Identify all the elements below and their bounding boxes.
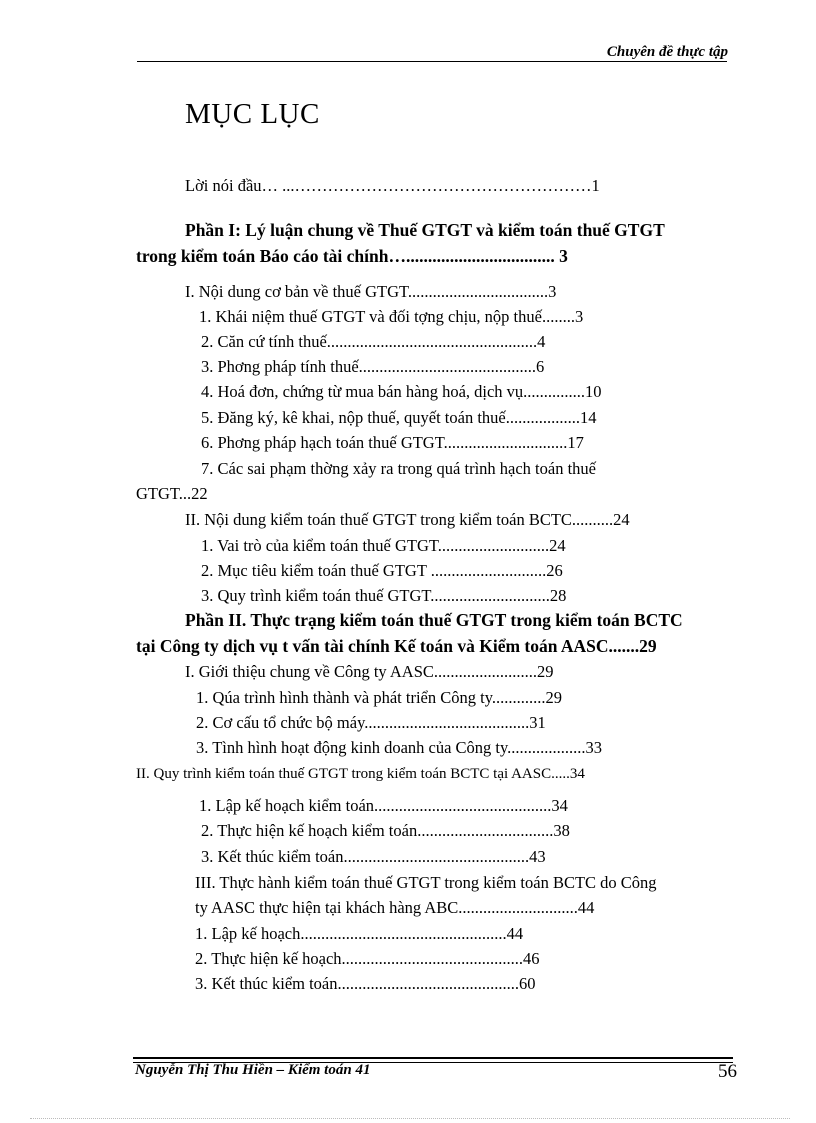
toc-item-cont: GTGT...22 <box>136 484 208 503</box>
toc-part2-title: Phần II. Thực trạng kiểm toán thuế GTGT trong kiểm toán BCTC <box>185 610 683 630</box>
page-bottom-border <box>30 1118 790 1119</box>
toc-item: 6. Phơng pháp hạch toán thuế GTGT..............................17 <box>201 433 584 452</box>
toc-item: 2. Căn cứ tính thuế...................................................4 <box>201 332 546 351</box>
toc-item: 1. Khái niệm thuế GTGT và đối tợng chịu, nộp thuế........3 <box>199 307 584 326</box>
toc-item: 3. Kết thúc kiểm toán.............................................43 <box>201 847 546 866</box>
toc-item: 1. Qúa trình hình thành và phát triển Công ty.............29 <box>196 688 563 707</box>
toc-section-5: III. Thực hành kiểm toán thuế GTGT trong kiểm toán BCTC do Công <box>195 873 657 892</box>
footer-rule <box>133 1057 733 1059</box>
toc-item: 3. Tình hình hoạt động kinh doanh của Công ty...................33 <box>196 738 603 757</box>
toc-item: 2. Cơ cấu tổ chức bộ máy........................................31 <box>196 713 546 732</box>
toc-part1-title: Phần I: Lý luận chung về Thuế GTGT và kiểm toán thuế GTGT <box>185 220 665 240</box>
toc-section-4: II. Quy trình kiểm toán thuế GTGT trong kiểm toán BCTC tại AASC.....34 <box>136 766 585 782</box>
toc-part2-title-cont: tại Công ty dịch vụ t vấn tài chính Kế toán và Kiểm toán AASC.......29 <box>136 636 657 656</box>
toc-section-5-cont: ty AASC thực hiện tại khách hàng ABC.............................44 <box>195 898 595 917</box>
toc-item: 3. Quy trình kiểm toán thuế GTGT.............................28 <box>201 586 567 605</box>
toc-section-1: I. Nội dung cơ bản về thuế GTGT..................................3 <box>185 282 557 301</box>
toc-item: 3. Kết thúc kiểm toán............................................60 <box>195 974 536 993</box>
toc-item: 1. Lập kế hoạch..................................................44 <box>195 924 524 943</box>
toc-section-2: II. Nội dung kiểm toán thuế GTGT trong kiểm toán BCTC..........24 <box>185 510 630 529</box>
toc-item: 1. Lập kế hoạch kiểm toán...........................................34 <box>199 796 568 815</box>
toc-part1-title-cont: trong kiểm toán Báo cáo tài chính….................................. 3 <box>136 246 568 266</box>
toc-item: 5. Đăng ký, kê khai, nộp thuế, quyết toán thuế..................14 <box>201 408 597 427</box>
toc-item: 3. Phơng pháp tính thuế...........................................6 <box>201 357 545 376</box>
footer-author: Nguyễn Thị Thu Hiền – Kiểm toán 41 <box>135 1062 371 1078</box>
toc-section-3: I. Giới thiệu chung về Công ty AASC.........................29 <box>185 662 554 681</box>
header-rule <box>137 61 727 62</box>
header-title: Chuyên đề thực tập <box>606 44 728 60</box>
toc-entry-preface: Lời nói đầu… ...………………………………………………1 <box>185 176 600 195</box>
toc-item: 2. Thực hiện kế hoạch............................................46 <box>195 949 540 968</box>
toc-item: 1. Vai trò của kiểm toán thuế GTGT...........................24 <box>201 536 566 555</box>
toc-item: 2. Thực hiện kế hoạch kiểm toán.................................38 <box>201 821 570 840</box>
toc-item: 2. Mục tiêu kiểm toán thuế GTGT ............................26 <box>201 561 563 580</box>
toc-item: 7. Các sai phạm thờng xảy ra trong quá trình hạch toán thuế <box>201 459 596 478</box>
toc-item: 4. Hoá đơn, chứng từ mua bán hàng hoá, dịch vụ...............10 <box>201 382 602 401</box>
page-number: 56 <box>718 1061 737 1082</box>
doc-title: MỤC LỤC <box>185 98 320 130</box>
